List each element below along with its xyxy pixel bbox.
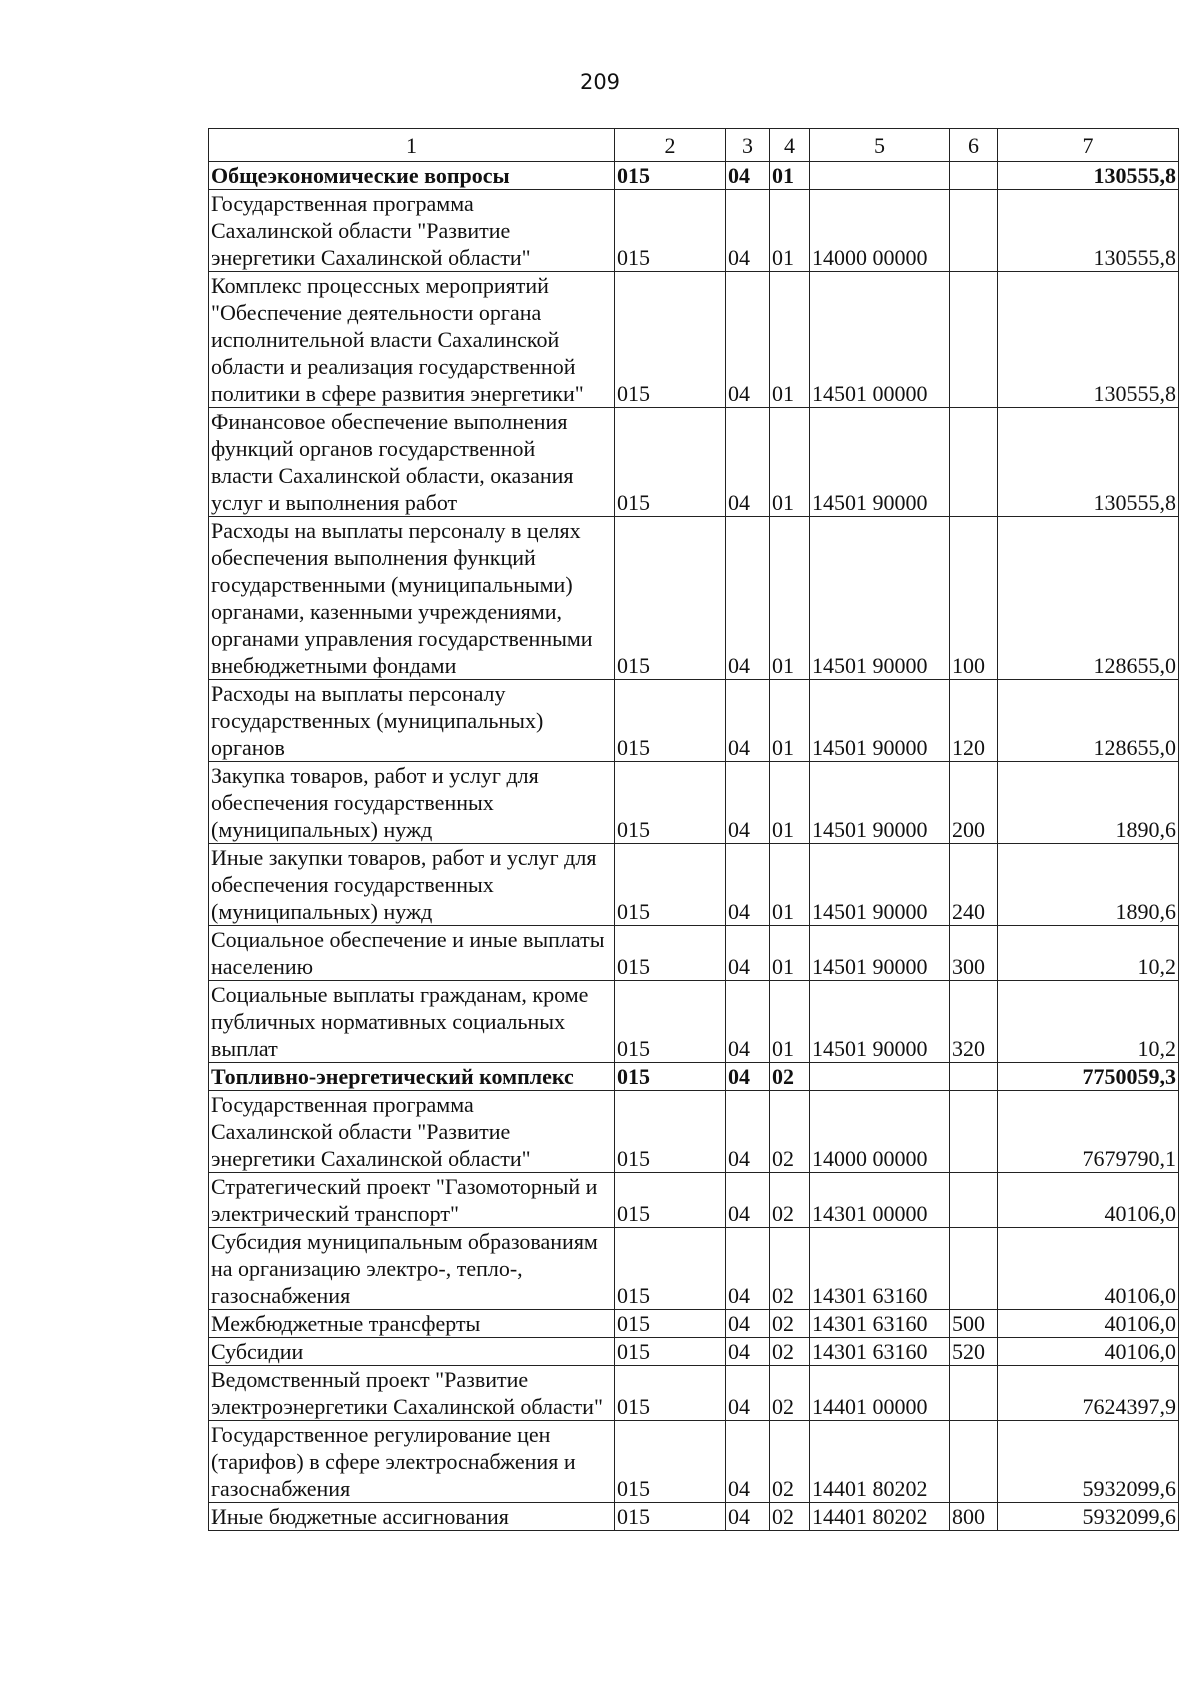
row-name-cell [209, 981, 615, 1063]
row-expense-type-cell: 800 [950, 1503, 998, 1531]
row-subsection-cell: 02 [770, 1310, 810, 1338]
row-name-cell [209, 408, 615, 517]
table-row [209, 1338, 1179, 1366]
row-target-article-cell: 14501 90000 [810, 517, 950, 680]
row-section-cell: 04 [726, 1091, 770, 1173]
table-row [209, 408, 1179, 517]
row-section-cell: 04 [726, 762, 770, 844]
row-name-text: Социальное обеспечение и иные выплаты населению [211, 927, 605, 979]
header-cell-5: 5 [810, 129, 950, 162]
header-cell-1: 1 [209, 129, 615, 162]
row-subsection-cell: 01 [770, 844, 810, 926]
row-section-cell: 04 [726, 1338, 770, 1366]
row-target-article-cell [810, 1063, 950, 1091]
row-subsection-cell: 02 [770, 1063, 810, 1091]
row-name-cell [209, 844, 615, 926]
row-subsection-cell: 02 [770, 1228, 810, 1310]
table-row [209, 981, 1179, 1063]
row-amount-cell: 128655,0 [998, 680, 1179, 762]
row-expense-type-cell [950, 1366, 998, 1421]
row-target-article-cell: 14401 80202 [810, 1503, 950, 1531]
row-section-cell: 04 [726, 1228, 770, 1310]
row-section-cell: 04 [726, 1063, 770, 1091]
row-name-text: Иные бюджетные ассигнования [211, 1504, 509, 1529]
row-amount-cell: 128655,0 [998, 517, 1179, 680]
row-amount-cell: 10,2 [998, 926, 1179, 981]
row-section-cell: 04 [726, 1173, 770, 1228]
row-target-article-cell: 14501 90000 [810, 408, 950, 517]
row-name-cell [209, 1503, 615, 1531]
table-row [209, 1503, 1179, 1531]
table-row [209, 162, 1179, 190]
row-ministry-code-cell: 015 [615, 272, 726, 408]
row-target-article-cell: 14401 00000 [810, 1366, 950, 1421]
row-ministry-code-cell: 015 [615, 1338, 726, 1366]
row-name-text: Социальные выплаты гражданам, кроме публичных нормативных социальных выплат [211, 982, 589, 1061]
row-ministry-code-cell: 015 [615, 844, 726, 926]
row-section-cell: 04 [726, 1366, 770, 1421]
row-name-text: Ведомственный проект "Развитие электроэнергетики Сахалинской области" [211, 1367, 603, 1419]
row-subsection-cell: 02 [770, 1091, 810, 1173]
row-expense-type-cell: 200 [950, 762, 998, 844]
row-subsection-cell: 01 [770, 517, 810, 680]
header-row [209, 129, 1179, 162]
header-cell-7: 7 [998, 129, 1179, 162]
row-name-text: Закупка товаров, работ и услуг для обеспечения государственных (муниципальных) нужд [211, 763, 539, 842]
table-row [209, 844, 1179, 926]
row-ministry-code-cell: 015 [615, 762, 726, 844]
row-name-cell [209, 1173, 615, 1228]
row-name-text: Финансовое обеспечение выполнения функций органов государственной власти Сахалинской области, оказания услуг и выполнения работ [211, 409, 574, 515]
header-cell-6: 6 [950, 129, 998, 162]
table-row [209, 1091, 1179, 1173]
row-name-cell [209, 926, 615, 981]
table-row [209, 190, 1179, 272]
row-section-cell: 04 [726, 1310, 770, 1338]
table-row [209, 680, 1179, 762]
row-expense-type-cell: 320 [950, 981, 998, 1063]
table-row [209, 1421, 1179, 1503]
table-row [209, 926, 1179, 981]
row-expense-type-cell: 240 [950, 844, 998, 926]
row-ministry-code-cell: 015 [615, 1503, 726, 1531]
row-expense-type-cell [950, 162, 998, 190]
row-target-article-cell: 14301 63160 [810, 1338, 950, 1366]
table-row [209, 272, 1179, 408]
row-expense-type-cell: 300 [950, 926, 998, 981]
row-subsection-cell: 01 [770, 762, 810, 844]
row-name-text: Расходы на выплаты персоналу государственных (муниципальных) органов [211, 681, 544, 760]
header-cell-3: 3 [726, 129, 770, 162]
row-expense-type-cell: 100 [950, 517, 998, 680]
row-ministry-code-cell: 015 [615, 981, 726, 1063]
row-subsection-cell: 01 [770, 272, 810, 408]
row-name-text: Государственное регулирование цен (тарифов) в сфере электроснабжения и газоснабжения [211, 1422, 576, 1501]
row-ministry-code-cell: 015 [615, 1366, 726, 1421]
row-subsection-cell: 01 [770, 408, 810, 517]
row-name-cell [209, 190, 615, 272]
row-subsection-cell: 01 [770, 981, 810, 1063]
row-amount-cell: 7750059,3 [998, 1063, 1179, 1091]
row-section-cell: 04 [726, 408, 770, 517]
row-name-text: Иные закупки товаров, работ и услуг для обеспечения государственных (муниципальных) нужд [211, 845, 597, 924]
row-amount-cell: 40106,0 [998, 1173, 1179, 1228]
row-expense-type-cell: 120 [950, 680, 998, 762]
row-amount-cell: 10,2 [998, 981, 1179, 1063]
row-subsection-cell: 02 [770, 1503, 810, 1531]
row-target-article-cell: 14401 80202 [810, 1421, 950, 1503]
row-name-text: Субсидия муниципальным образованиям на организацию электро-, тепло-, газоснабжения [211, 1229, 598, 1308]
row-target-article-cell: 14000 00000 [810, 190, 950, 272]
row-section-cell: 04 [726, 1421, 770, 1503]
row-name-text: Комплекс процессных мероприятий "Обеспечение деятельности органа исполнительной власти Сахалинской области и реализация государственной политики в сфере развития энергетики" [211, 273, 584, 406]
row-ministry-code-cell: 015 [615, 517, 726, 680]
row-name-cell [209, 1063, 615, 1091]
row-expense-type-cell [950, 1091, 998, 1173]
row-section-cell: 04 [726, 162, 770, 190]
row-amount-cell: 130555,8 [998, 162, 1179, 190]
table-row [209, 1228, 1179, 1310]
row-section-cell: 04 [726, 190, 770, 272]
row-name-cell [209, 1310, 615, 1338]
row-subsection-cell: 02 [770, 1366, 810, 1421]
page-number: 209 [579, 70, 621, 94]
row-amount-cell: 7624397,9 [998, 1366, 1179, 1421]
row-subsection-cell: 02 [770, 1421, 810, 1503]
row-ministry-code-cell: 015 [615, 1228, 726, 1310]
row-ministry-code-cell: 015 [615, 1091, 726, 1173]
row-name-cell [209, 1366, 615, 1421]
table-row [209, 1310, 1179, 1338]
row-target-article-cell: 14501 90000 [810, 844, 950, 926]
row-subsection-cell: 01 [770, 162, 810, 190]
row-subsection-cell: 01 [770, 190, 810, 272]
row-target-article-cell: 14501 90000 [810, 981, 950, 1063]
row-section-cell: 04 [726, 680, 770, 762]
row-expense-type-cell [950, 1228, 998, 1310]
row-name-cell [209, 272, 615, 408]
row-amount-cell: 130555,8 [998, 190, 1179, 272]
row-expense-type-cell [950, 408, 998, 517]
row-ministry-code-cell: 015 [615, 408, 726, 517]
row-target-article-cell [810, 162, 950, 190]
row-name-text: Расходы на выплаты персоналу в целях обеспечения выполнения функций государственными (муниципальными) органами, казенными учреждениями, органами управления государственными внебюджетными фондами [211, 518, 593, 678]
row-ministry-code-cell: 015 [615, 1173, 726, 1228]
row-name-text: Общеэкономические вопросы [211, 163, 510, 188]
row-ministry-code-cell: 015 [615, 1310, 726, 1338]
row-target-article-cell: 14000 00000 [810, 1091, 950, 1173]
row-expense-type-cell [950, 1173, 998, 1228]
row-name-text: Топливно-энергетический комплекс [211, 1064, 574, 1089]
row-name-text: Государственная программа Сахалинской области "Развитие энергетики Сахалинской области" [211, 1092, 531, 1171]
row-target-article-cell: 14301 63160 [810, 1228, 950, 1310]
row-section-cell: 04 [726, 926, 770, 981]
row-ministry-code-cell: 015 [615, 1421, 726, 1503]
header-cell-2: 2 [615, 129, 726, 162]
row-target-article-cell: 14501 00000 [810, 272, 950, 408]
row-section-cell: 04 [726, 844, 770, 926]
budget-table [208, 128, 1179, 1531]
row-name-cell [209, 1228, 615, 1310]
row-ministry-code-cell: 015 [615, 190, 726, 272]
row-expense-type-cell [950, 190, 998, 272]
row-name-cell [209, 517, 615, 680]
table-row [209, 1366, 1179, 1421]
row-target-article-cell: 14501 90000 [810, 762, 950, 844]
row-amount-cell: 40106,0 [998, 1228, 1179, 1310]
table-row [209, 1063, 1179, 1091]
table-row [209, 762, 1179, 844]
table-row [209, 517, 1179, 680]
row-section-cell: 04 [726, 517, 770, 680]
row-subsection-cell: 01 [770, 680, 810, 762]
row-amount-cell: 130555,8 [998, 272, 1179, 408]
header-cell-4: 4 [770, 129, 810, 162]
table-body [209, 162, 1179, 1531]
row-name-cell [209, 1421, 615, 1503]
row-expense-type-cell [950, 1421, 998, 1503]
row-ministry-code-cell: 015 [615, 680, 726, 762]
row-name-text: Субсидии [211, 1339, 304, 1364]
row-ministry-code-cell: 015 [615, 926, 726, 981]
row-target-article-cell: 14301 63160 [810, 1310, 950, 1338]
row-amount-cell: 1890,6 [998, 844, 1179, 926]
row-amount-cell: 5932099,6 [998, 1421, 1179, 1503]
row-expense-type-cell [950, 272, 998, 408]
row-amount-cell: 130555,8 [998, 408, 1179, 517]
row-expense-type-cell: 500 [950, 1310, 998, 1338]
row-section-cell: 04 [726, 981, 770, 1063]
row-target-article-cell: 14501 90000 [810, 680, 950, 762]
row-name-cell [209, 162, 615, 190]
row-subsection-cell: 02 [770, 1173, 810, 1228]
row-subsection-cell: 02 [770, 1338, 810, 1366]
row-name-text: Государственная программа Сахалинской области "Развитие энергетики Сахалинской области" [211, 191, 531, 270]
row-expense-type-cell: 520 [950, 1338, 998, 1366]
row-amount-cell: 40106,0 [998, 1310, 1179, 1338]
row-amount-cell: 1890,6 [998, 762, 1179, 844]
row-amount-cell: 7679790,1 [998, 1091, 1179, 1173]
row-name-text: Стратегический проект "Газомоторный и электрический транспорт" [211, 1174, 598, 1226]
row-ministry-code-cell: 015 [615, 162, 726, 190]
row-name-cell [209, 1091, 615, 1173]
table-row [209, 1173, 1179, 1228]
row-target-article-cell: 14501 90000 [810, 926, 950, 981]
row-name-cell [209, 762, 615, 844]
row-name-text: Межбюджетные трансферты [211, 1311, 481, 1336]
row-target-article-cell: 14301 00000 [810, 1173, 950, 1228]
row-section-cell: 04 [726, 1503, 770, 1531]
row-name-cell [209, 680, 615, 762]
row-subsection-cell: 01 [770, 926, 810, 981]
row-name-cell [209, 1338, 615, 1366]
row-section-cell: 04 [726, 272, 770, 408]
row-expense-type-cell [950, 1063, 998, 1091]
row-amount-cell: 40106,0 [998, 1338, 1179, 1366]
row-amount-cell: 5932099,6 [998, 1503, 1179, 1531]
row-ministry-code-cell: 015 [615, 1063, 726, 1091]
